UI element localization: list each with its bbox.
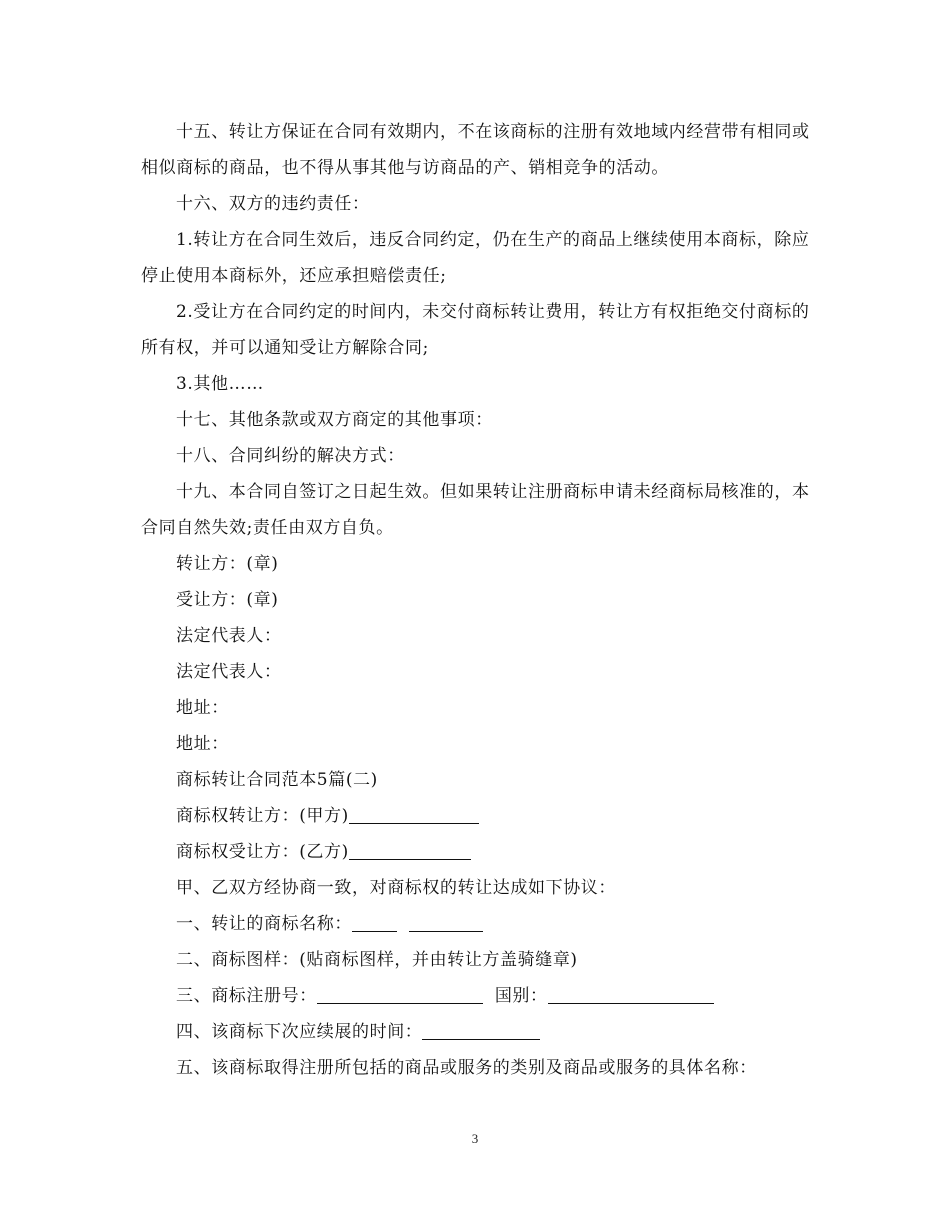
item-3-label: 三、商标注册号： [176, 986, 317, 1006]
agreement-intro: 甲、乙双方经协商一致，对商标权的转让达成如下协议： [176, 878, 616, 898]
item-3-country-label: 国别： [494, 986, 548, 1006]
item-3-line [141, 978, 811, 1014]
item-5: 五、该商标取得注册所包括的商品或服务的类别及商品或服务的具体名称： [176, 1058, 757, 1078]
transferee-blank [349, 858, 471, 860]
paragraph-clause-19: 十九、本合同自签订之日起生效。但如果转让注册商标申请未经商标局核准的，本合同自然失效;责任由双方自负。 [141, 482, 810, 538]
item-1-blank-a [352, 930, 397, 932]
paragraph-clause-16-item-1: 1.转让方在合同生效后，违反合同约定，仍在生产的商品上继续使用本商标，除应停止使用本商标外，还应承担赔偿责任; [141, 230, 810, 286]
item-1-line [141, 906, 811, 942]
paragraph-clause-17: 十七、其他条款或双方商定的其他事项： [176, 410, 493, 430]
paragraph-clause-16-item-2: 2.受让方在合同约定的时间内，未交付商标转让费用，转让方有权拒绝交付商标的所有权，并可以通知受让方解除合同; [141, 302, 810, 358]
paragraph-clause-18: 十八、合同纠纷的解决方式： [176, 446, 405, 466]
paragraph-clause-16: 十六、双方的违约责任： [176, 194, 370, 214]
transferor-blank [349, 822, 479, 824]
signature-transferor: 转让方：(章) [176, 554, 279, 574]
transferee-line [141, 834, 811, 870]
signature-transferee: 受让方：(章) [176, 590, 279, 610]
item-1-blank-b [409, 930, 483, 932]
paragraph-clause-15: 十五、转让方保证在合同有效期内，不在该商标的注册有效地域内经营带有相同或相似商标的商品，也不得从事其他与访商品的产、销相竞争的活动。 [141, 122, 810, 178]
item-1-label: 一、转让的商标名称： [176, 914, 352, 934]
address-2: 地址： [176, 734, 229, 754]
item-4-line [141, 1014, 811, 1050]
item-4-blank [422, 1038, 540, 1040]
legal-representative-1: 法定代表人： [176, 626, 282, 646]
transferor-label: 商标权转让方：(甲方) [176, 806, 349, 826]
address-1: 地址： [176, 698, 229, 718]
item-3-blank-country [548, 1002, 714, 1004]
section-heading-2: 商标转让合同范本5篇(二) [176, 770, 378, 790]
transferee-label: 商标权受让方：(乙方) [176, 842, 349, 862]
paragraph-clause-16-item-3: 3.其他…… [176, 374, 264, 394]
transferor-line [141, 798, 811, 834]
legal-representative-2: 法定代表人： [176, 662, 282, 682]
item-4-label: 四、该商标下次应续展的时间： [176, 1022, 423, 1042]
page-number: 3 [471, 1131, 479, 1146]
item-3-blank-number [317, 1002, 483, 1004]
document-body [141, 114, 811, 1086]
item-2: 二、商标图样：(贴商标图样，并由转让方盖骑缝章) [176, 950, 578, 970]
